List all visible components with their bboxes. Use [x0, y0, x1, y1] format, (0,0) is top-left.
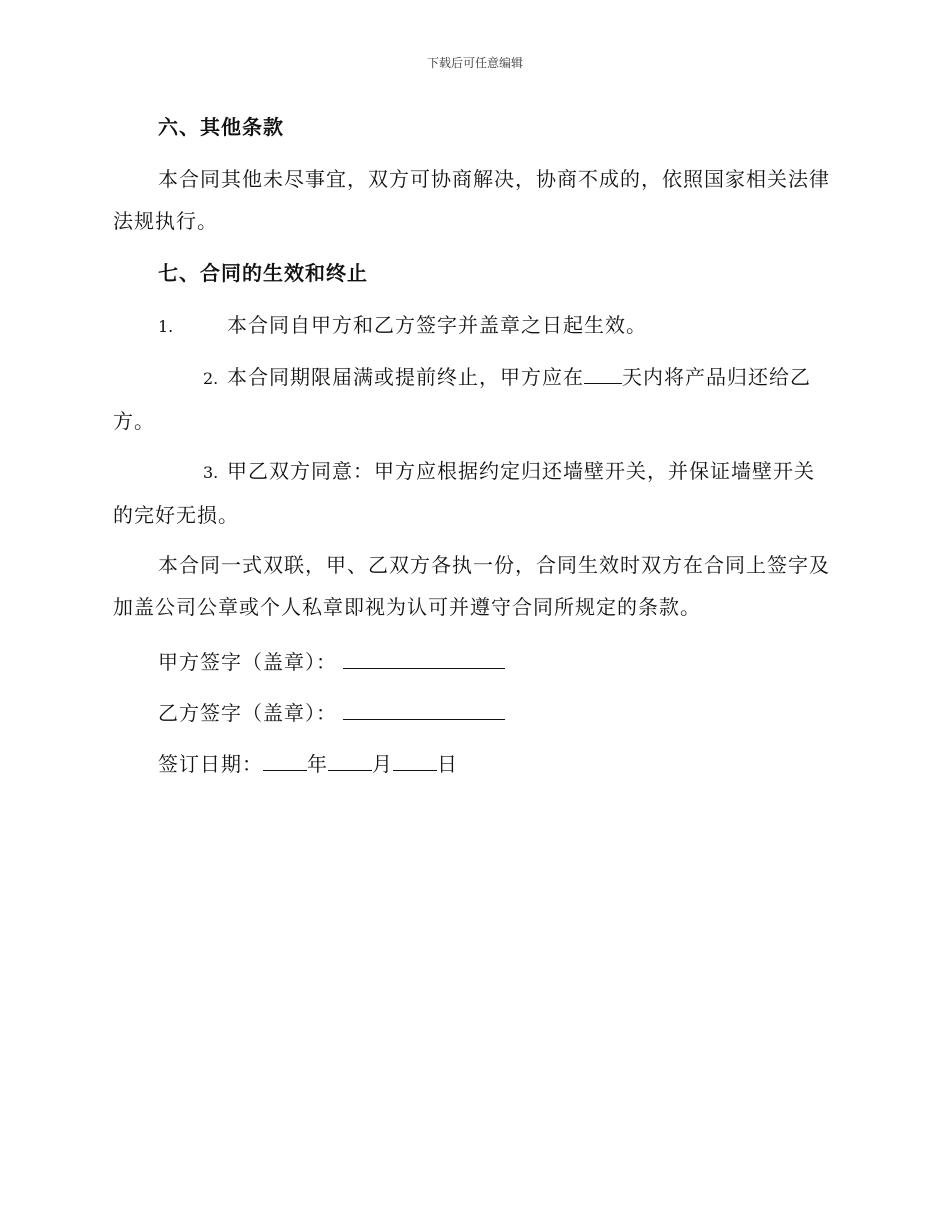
- section-7-title: 七、合同的生效和终止: [158, 261, 368, 285]
- party-a-label: 甲方签字（盖章）：: [158, 650, 337, 674]
- clause-number: 1.: [158, 317, 174, 336]
- clause-3: [113, 450, 835, 536]
- party-b-signature: [158, 697, 505, 726]
- party-a-signature-line: [343, 648, 505, 669]
- party-b-signature-line: [343, 699, 505, 720]
- clause-1: [158, 304, 880, 348]
- clause-2: [113, 356, 835, 442]
- clause-text: 本合同自甲方和乙方签字并盖章之日起生效。: [227, 313, 647, 337]
- clause-text: 甲乙双方同意：甲方应根据约定归还墙壁开关，并保证墙壁开关的完好无损。: [113, 459, 815, 527]
- clause-text-before: 本合同期限届满或提前终止，甲方应在: [227, 365, 584, 389]
- section-6-title: 六、其他条款: [158, 115, 284, 139]
- days-blank: [584, 363, 622, 384]
- year-label: 年: [307, 752, 328, 776]
- date-label: 签订日期：: [158, 752, 263, 776]
- section-6-paragraph: 本合同其他未尽事宜，双方可协商解决，协商不成的，依照国家相关法律法规执行。: [113, 167, 830, 233]
- clause-text-after: 天内将产品归还给乙方。: [113, 365, 811, 433]
- day-blank: [393, 750, 437, 771]
- party-b-label: 乙方签字（盖章）：: [158, 701, 337, 725]
- month-blank: [328, 750, 372, 771]
- signing-date: [158, 748, 458, 777]
- clause-number: 3.: [203, 463, 219, 482]
- year-blank: [263, 750, 307, 771]
- day-label: 日: [437, 752, 458, 776]
- closing-paragraph: 本合同一式双联，甲、乙双方各执一份，合同生效时双方在合同上签字及加盖公司公章或个人私章即视为认可并遵守合同所规定的条款。: [113, 553, 830, 619]
- party-a-signature: [158, 646, 505, 675]
- clause-number: 2.: [203, 369, 219, 388]
- month-label: 月: [372, 752, 393, 776]
- page-header: 下载后可任意编辑: [426, 56, 523, 70]
